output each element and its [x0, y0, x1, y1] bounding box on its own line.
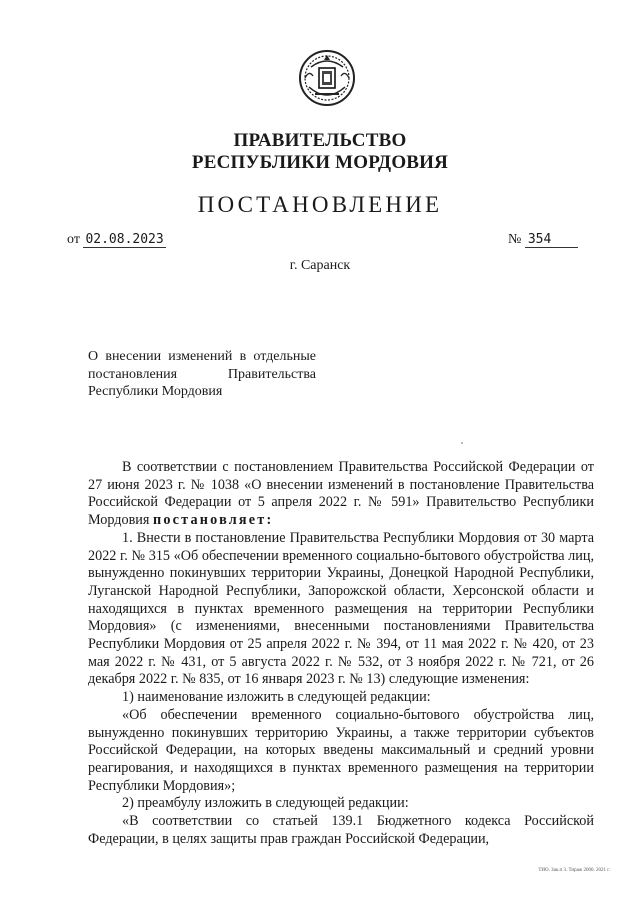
preamble-text: В соответствии с постановлением Правительства Российской Федерации от 27 июня 2023 г. № 1038 «О внесении изменений в постановление Правительства Российской Федерации от 5 апреля 2022 г. № 591» Правительство Республики Мордовия [88, 459, 594, 529]
item-1-paragraph: 1. Внести в постановление Правительства Республики Мордовия от 30 марта 2022 г. № 315 «Об обеспечении временного социально-бытового обустройства лиц, вынужденно покинувших территории Украины, Донецкой Народной Республики, Луганской Народной Республики, Запорожской области, Херсонской области и находящихся в пунктах временного размещения на территории Республики Мордовия» (с изменениями, внесенными постановлениями Правительства Республики Мордовия от 25 апреля 2022 г. № 394, от 11 мая 2022 г. № 420, от 23 мая 2022 г. № 431, от 5 августа 2022 г. № 532, от 3 ноября 2022 г. № 721, от 26 декабря 2022 г. № 835, от 16 января 2023 г. № 13) следующие изменения: [88, 529, 594, 688]
subitem-2-quote: «В соответствии со статьей 139.1 Бюджетного кодекса Российской Федерации, в целях защиты прав граждан Российской Федерации, [88, 813, 594, 847]
subitem-1-paragraph: 1) наименование изложить в следующей редакции: [122, 689, 431, 706]
print-footer-note: ТИО. Зак.п 3. Тираж 2000. 2021 г. [538, 868, 610, 873]
number-prefix: № [508, 232, 522, 247]
subitem-2-paragraph: 2) преамбулу изложить в следующей редакции: [122, 795, 409, 812]
subitem-1-quote: «Об обеспечении временного социально-бытового обустройства лиц, вынужденно покинувших территорию Украины, а также территории субъектов Российской Федерации, на которых введены максимальный и средний уровни реагирования, и находящихся в пунктах временного размещения на территории Республики Мордовия»; [88, 706, 594, 794]
document-body [88, 459, 594, 848]
date-prefix: от [67, 232, 80, 247]
city-name: г. Саранск [289, 258, 351, 273]
document-type-heading: ПОСТАНОВЛЕНИЕ [197, 192, 443, 217]
decree-word: постановляет: [152, 512, 274, 529]
document-date-row [67, 232, 166, 248]
preamble-paragraph [88, 459, 594, 530]
scan-speck [461, 442, 463, 444]
document-subject: О внесении изменений в отдельные постановления Правительства Республики Мордовия [88, 349, 316, 399]
government-title-line1: ПРАВИТЕЛЬСТВО [233, 130, 407, 151]
document-number-row [508, 232, 578, 248]
document-date: 02.08.2023 [85, 232, 164, 247]
government-title-line2: РЕСПУБЛИКИ МОРДОВИЯ [191, 152, 449, 173]
document-number: 354 [525, 232, 578, 248]
coat-of-arms-icon [297, 47, 357, 109]
